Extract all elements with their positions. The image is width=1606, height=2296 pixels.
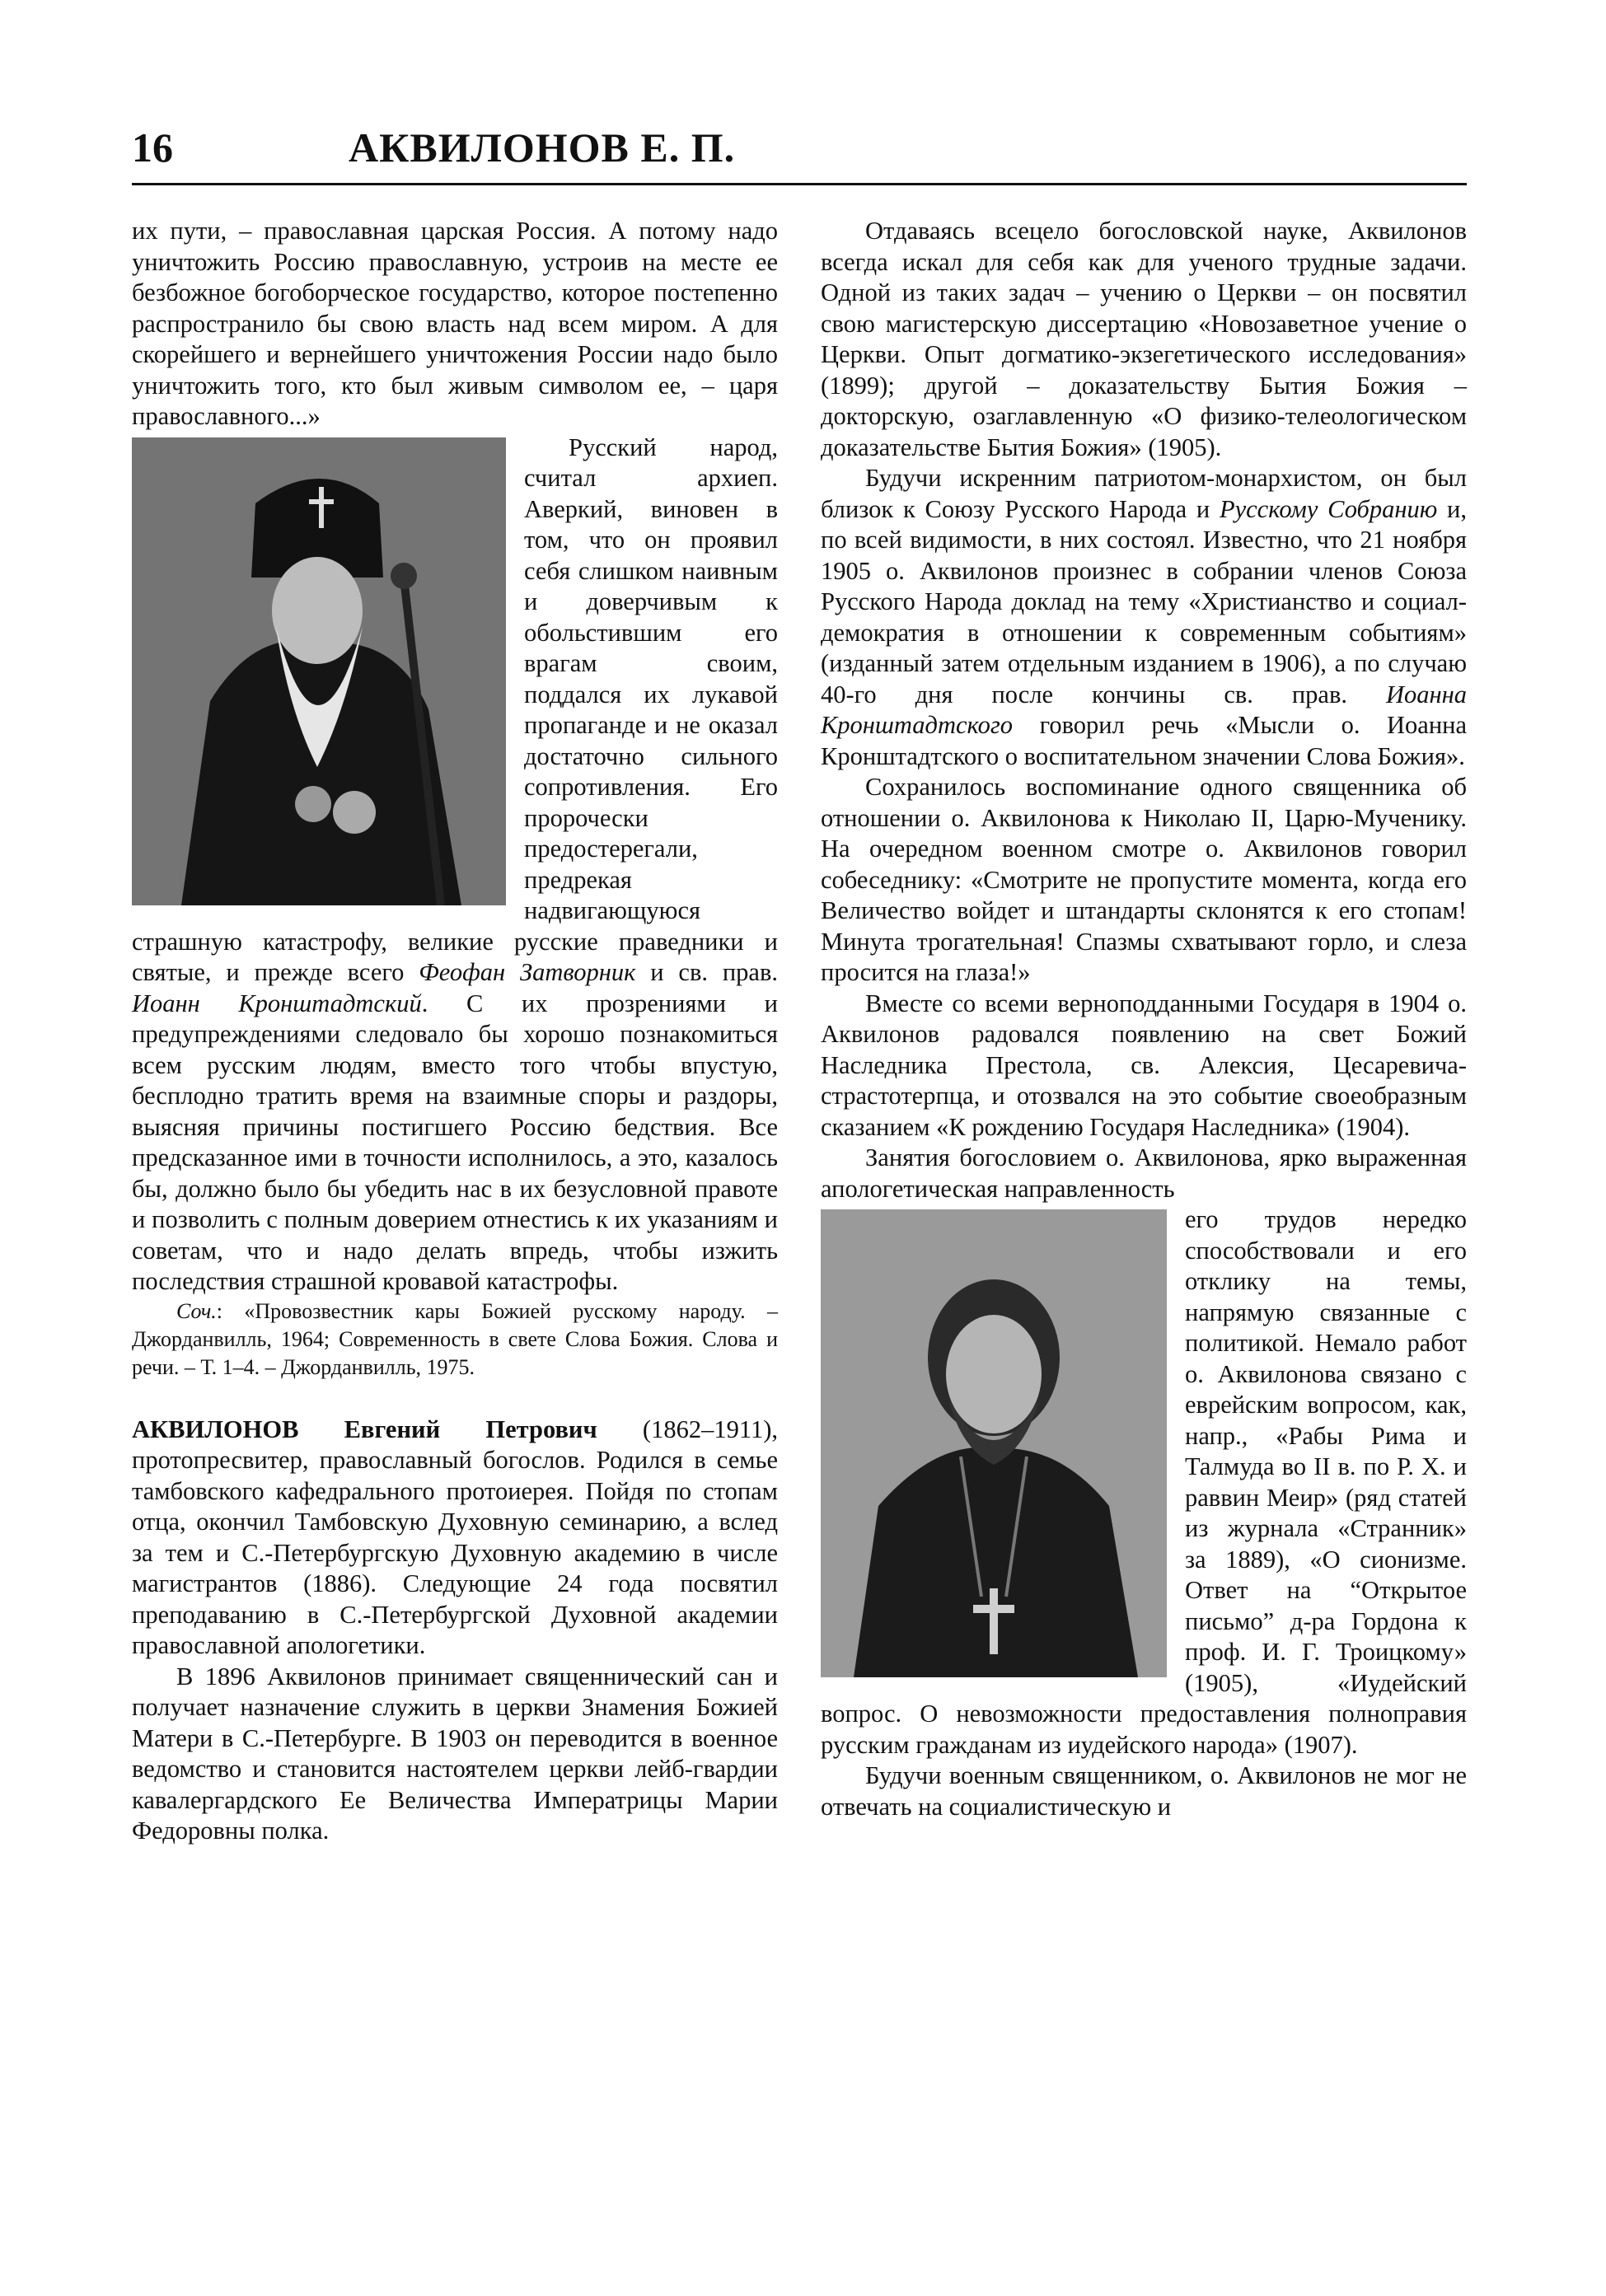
paragraph: Отдаваясь всецело богословской науке, Аквилонов всегда искал для себя как для ученого трудные задачи. Одной из таких задач – учению о Церкви – он посвятил свою магистерскую диссертацию «Новозаветное учение о Церкви. Опыт догматико-экзегетического исследования» (1899); другой – доказательству Бытия Божия – докторскую, озаглавленную «О физико-телеологическом доказательстве Бытия Божия» (1905).: [821, 217, 1467, 461]
page-header: [132, 124, 1467, 181]
paragraph: Вместе со всеми верноподданными Государя в 1904 о. Аквилонов радовался появлению на свет Божий Наследника Престола, св. Алексия, Цесаревича-страстотерпца, и отозвался на это событие своеобразным сказанием «К рождению Государя Наследника» (1904).: [821, 989, 1467, 1141]
running-head: АКВИЛОНОВ Е. П.: [349, 124, 736, 171]
paragraph: Будучи военным священником, о. Аквилонов не мог не отвечать на социалистическую и: [821, 1761, 1467, 1821]
paragraph: В 1896 Аквилонов принимает священнический сан и получает назначение служить в церкви Знамения Божией Матери в С.-Петербурге. В 1903 он переводится в военное ведомство и становится настоятелем церкви лейб-гвардии кавалергардского Ее Величества Императрицы Марии Федоровны полка.: [132, 1662, 778, 1845]
spacer: [132, 1382, 778, 1415]
paragraph: Русский народ, считал архиеп. Аверкий, виновен в том, что он проявил себя слишком наивным и доверчивым к обольстившим его врагам своим, поддался их лукавой пропаганде и не оказал достаточно сильного сопротивления. Его пророчески предостерегали, предрекая надвигающуюся страшную катастрофу, великие русские праведники и святые, и прежде всего Феофан Затворник и св. прав. Иоанн Кронштадтский. С их прозрениями и предупреждениями следовало бы хорошо познакомиться всем русским людям, вместо того чтобы впустую, бесплодно тратить время на взаимные споры и раздоры, выясняя причины постигшего Россию бедствия. Все предсказанное ими в точности исполнилось, а это, казалось бы, должно было бы убедить нас в их безусловной правоте и позволить с полным доверием отнестись к их указаниям и советам, что и надо делать впредь, чтобы изжить последствия страшной кровавой катастрофы.: [132, 433, 778, 1295]
portrait-photo-akvilonov: [821, 1209, 1167, 1677]
paragraph: Сохранилось воспоминание одного священника об отношении о. Аквилонова к Николаю II, Царю-Мученику. На очередном военном смотре о. Аквилонов говорил собеседнику: «Смотрите не пропустите момента, когда его Величество войдет и штандарты склонятся к его стопам! Минута трогательная! Спазмы схватывают горло, и слеза просится на глаза!»: [821, 773, 1467, 986]
left-column: [132, 216, 778, 1847]
paragraph: их пути, – православная царская Россия. А потому надо уничтожить Россию православную, устроив на месте ее безбожное богоборческое государство, которое постепенно распространило бы свою власть над всем миром. А для скорейшего и вернейшего уничтожения России надо было уничтожить того, кто был живым символом ее, – царя православного...»: [132, 217, 778, 430]
right-column: [821, 216, 1467, 1822]
works-list: Соч.: «Провозвестник кары Божией русскому народу. – Джорданвилль, 1964; Современность в свете Слова Божия. Слова и речи. – Т. 1–4. – Джорданвилль, 1975.: [132, 1298, 778, 1379]
paragraph: Будучи искренним патриотом-монархистом, он был близок к Союзу Русского Народа и Русскому Собранию и, по всей видимости, в них состоял. Известно, что 21 ноября 1905 о. Аквилонов произнес в собрании членов Союза Русского Народа доклад на тему «Христианство и социал-демократия в отношении к современным событиям» (изданный затем отдельным изданием в 1906), а по случаю 40-го дня после кончины св. прав. Иоанна Кронштадтского говорил речь «Мысли о. Иоанна Кронштадтского о воспитательном значении Слова Божия».: [821, 464, 1467, 770]
portrait-photo-archbishop: [132, 437, 506, 905]
paragraph: его трудов нередко способствовали и его отклику на темы, напрямую связанные с политикой. Немало работ о. Аквилонова связано с еврейским вопросом, как, напр., «Рабы Рима и Талмуда во II в. по Р. Х. и раввин Меир» (ряд статей из журнала «Странник» за 1889), «О сионизме. Ответ на “Открытое письмо” д-ра Гордона к проф. И. Г. Троицкому» (1905), «Иудейский вопрос. О невозможности предоставления полноправия русским гражданам из иудейского народа» (1907).: [821, 1205, 1467, 1759]
page-number: 16: [132, 124, 173, 171]
entry-name: АКВИЛОНОВ Евгений Петрович: [132, 1415, 597, 1443]
entry-heading-paragraph: АКВИЛОНОВ Евгений Петрович (1862–1911), протопресвитер, православный богослов. Родился в семье тамбовского кафедрального протоиерея. Пойдя по стопам отца, окончил Тамбовскую Духовную семинарию, а вслед за тем и С.-Петербургскую Духовную академию в числе магистрантов (1886). Следующие 24 года посвятил преподаванию в С.-Петербургской Духовной академии православной апологетики.: [132, 1415, 778, 1659]
header-rule: [132, 183, 1467, 185]
paragraph: Занятия богословием о. Аквилонова, ярко выраженная апологетическая направленность: [821, 1143, 1467, 1203]
